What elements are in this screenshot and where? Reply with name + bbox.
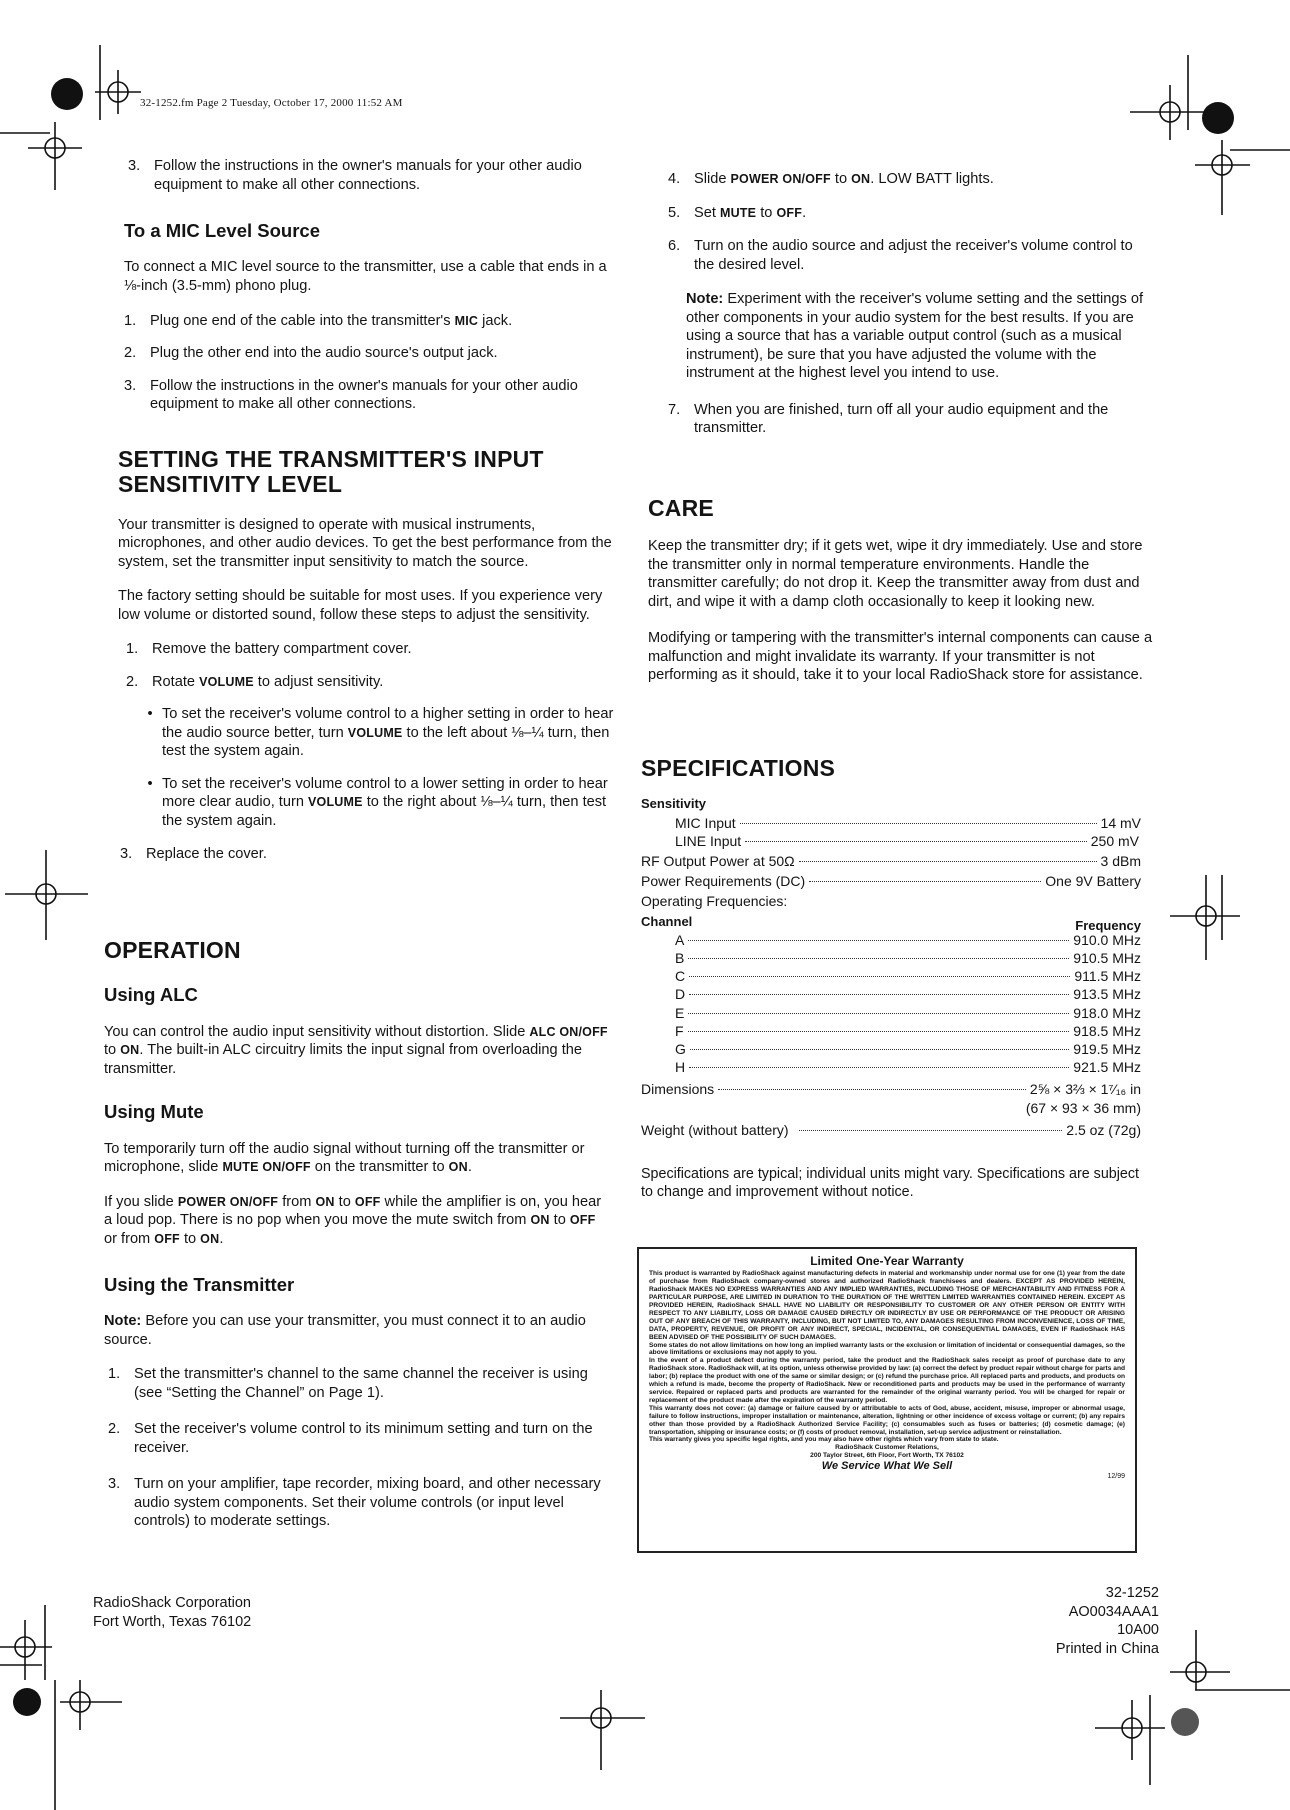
care-section (648, 496, 1154, 701)
spec-value: (67 × 93 × 36 mm) (1025, 1099, 1141, 1116)
subsection-heading: Using Mute (104, 1101, 204, 1123)
channel-frequency: 913.5 MHz (1073, 986, 1141, 1003)
right-column (668, 170, 1154, 452)
warranty-title: Limited One-Year Warranty (810, 1254, 964, 1268)
crosshair-icon (1095, 1700, 1165, 1760)
section-heading: OPERATION (104, 937, 241, 963)
warranty-text: In the event of a product defect during the warranty period, take the product and the RadioShack sales receipt as proof of purchase date to any RadioShack store. RadioShack will, at its option, unless otherwise provided by law: (a) correct the defect by product repair without charge for parts and labor; (b) replace the product with one of the same or similar design; or (c) refund the purchase price. All replaced parts and products, and products on which a refund is made, become the property of RadioShack. New or reconditioned parts and products may be used in the performance of warranty service. Repaired or replaced parts and products are warranted for the remainder of the original warranty period. You will be charged for repair or replacement of the product made after the expiration of the warranty period. (649, 1357, 1125, 1404)
warranty-address: 200 Taylor Street, 6th Floor, Fort Worth, TX 76102 (810, 1452, 964, 1460)
paragraph: Keep the transmitter dry; if it gets wet, wipe it dry immediately. Use and store the transmitter only in normal temperature environments. Handle the transmitter carefully; do not drop it. Keep the transmitter away from dust and dirt, and wipe it with a damp cloth occasionally to keep it looking new. (648, 538, 1143, 610)
left-column (128, 157, 621, 208)
section-heading: SETTING THE TRANSMITTER'S INPUT SENSITIVITY LEVEL (118, 446, 544, 498)
channel-label: H (675, 1059, 686, 1076)
channel-label: C (675, 968, 686, 985)
crosshair-icon (5, 850, 88, 940)
operation-section (104, 938, 610, 1545)
channel-frequency: 910.0 MHz (1073, 931, 1141, 948)
warranty-text: This warranty does not cover: (a) damage or failure caused by or attributable to acts of God, abuse, accident, misuse, improper or abnormal usage, failure to follow instructions, improper installation or maintenance, alteration, lightning or other incidence of excess voltage or current; (b) any repairs other than those provided by a RadioShack Authorized Service Facility; (c) consumables such as fuses or batteries; (d) cosmetic damage; (e) transportation, shipping or insurance costs; or (f) costs of product removal, installation, set-up service adjustment or reinstallation. (649, 1404, 1125, 1436)
registration-dot-icon (1171, 1708, 1199, 1736)
crosshair-icon (1170, 875, 1240, 960)
channel-row (641, 1058, 1141, 1076)
spec-group-label: Sensitivity (641, 796, 707, 812)
paragraph: To connect a MIC level source to the transmitter, use a cable that ends in a ⅛-inch (3.5-mm) phono plug. (124, 259, 607, 295)
warranty-text: This warranty gives you specific legal rights, and you may also have other rights which vary from state to state. (649, 1436, 999, 1444)
warranty-text: Some states do not allow limitations on how long an implied warranty lasts or the exclusion or limitation of incidental or consequential damages, so the above limitations or exclusions may not apply to you. (649, 1341, 1125, 1357)
spec-row: MIC Input 14 mV (675, 814, 1141, 831)
spec-row: RF Output Power at 50Ω 3 dBm (641, 852, 1141, 869)
spec-row: Weight (without battery) 2.5 oz (72g) (641, 1121, 1141, 1138)
spec-row: LINE Input 250 mV (675, 832, 1139, 849)
warranty-slogan: We Service What We Sell (821, 1460, 953, 1473)
crosshair-icon (95, 70, 141, 114)
channel-table (641, 931, 1141, 1077)
list-item: 3. Replace the cover. (120, 845, 267, 862)
channel-row (641, 931, 1141, 949)
subsection-heading: Using ALC (104, 984, 198, 1006)
paragraph: The factory setting should be suitable for most uses. If you experience very low volume or distorted sound, follow these steps to adjust the sensitivity. (118, 588, 603, 623)
channel-frequency: 921.5 MHz (1073, 1059, 1141, 1076)
list-item: 2. Plug the other end into the audio source's output jack. (124, 345, 498, 362)
channel-row (641, 949, 1141, 967)
specifications-section (641, 756, 1141, 1217)
list-item: 3. Follow the instructions in the owner's manuals for your other audio equipment to make all other connections. (124, 377, 578, 413)
section-heading: SPECIFICATIONS (641, 755, 836, 781)
registration-dot-icon (51, 78, 83, 110)
revision-code: 10A00 (1117, 1622, 1159, 1639)
footer-company (93, 1594, 251, 1631)
registration-dot-icon (13, 1688, 41, 1716)
spec-group-label: Operating Frequencies: (641, 893, 788, 910)
section-heading: CARE (648, 495, 714, 521)
spec-row: Dimensions 2⅝ × 3⅔ × 1⁷⁄₁₆ in (641, 1081, 1141, 1098)
channel-row (641, 985, 1141, 1003)
list-item: 7. When you are finished, turn off all your audio equipment and the transmitter. (668, 401, 1109, 437)
sensitivity-section (118, 447, 624, 877)
list-item: • To set the receiver's volume control to a lower setting in order to hear more clear audio, turn VOLUME to the right about ⅛–¼ turn, then test the system again. (147, 775, 608, 829)
list-item: • To set the receiver's volume control to a higher setting in order to hear the audio source better, turn VOLUME to the left about ⅛–¼ turn, then test the system again. (147, 706, 614, 760)
list-item: 4. Slide POWER ON/OFF to ON. LOW BATT lights. (668, 171, 994, 187)
list-item: 1. Remove the battery compartment cover. (126, 641, 412, 658)
channel-frequency: 919.5 MHz (1073, 1040, 1141, 1057)
channel-row (641, 1022, 1141, 1040)
crosshair-icon (1170, 1630, 1230, 1690)
channel-frequency: 918.5 MHz (1073, 1022, 1141, 1039)
paragraph: You can control the audio input sensitivity without distortion. Slide ALC ON/OFF to ON. The built-in ALC circuitry limits the input signal from overloading the transmitter. (104, 1023, 608, 1077)
channel-label: F (675, 1022, 684, 1039)
mic-section (124, 219, 624, 428)
spec-row: Power Requirements (DC) One 9V Battery (641, 873, 1141, 890)
crosshair-icon (60, 1680, 122, 1730)
channel-row (641, 967, 1141, 985)
printed-in: Printed in China (1055, 1640, 1159, 1657)
warranty-code: 12/99 (1107, 1473, 1125, 1481)
note: Note: Experiment with the receiver's volume setting and the settings of other components in your audio system for the best results. If you are using a source that has a variable output control (such as a musical instrument), be sure that you have adjusted the volume with the instrument at the highest level you intend to use. (686, 291, 1144, 382)
channel-label: D (675, 986, 686, 1003)
crosshair-icon (1195, 140, 1250, 215)
paragraph: Specifications are typical; individual units might vary. Specifications are subject to change and improvement without notice. (641, 1165, 1139, 1201)
channel-label: G (675, 1040, 686, 1057)
paragraph: Modifying or tampering with the transmitter's internal components can cause a malfunction and might invalidate its warranty. If your transmitter is not performing as it should, take it to your local RadioShack store for assistance. (648, 630, 1153, 684)
crosshair-icon (560, 1690, 645, 1770)
channel-label: B (675, 949, 685, 966)
channel-label: A (675, 931, 685, 948)
list-item: 6. Turn on the audio source and adjust the receiver's volume control to the desired level. (668, 238, 1133, 273)
list-item: 2. Rotate VOLUME to adjust sensitivity. (126, 673, 384, 690)
model-number: 32-1252 (1105, 1585, 1159, 1601)
list-item: 3. Turn on your amplifier, tape recorder, mixing board, and other necessary audio system components. Set their volume controls (or input level controls) to moderate settings. (108, 1476, 601, 1530)
warranty-box (637, 1247, 1137, 1553)
subsection-heading: Using the Transmitter (104, 1273, 295, 1295)
list-item: 3. Follow the instructions in the owner's manuals for your other audio equipment to make all other connections. (128, 158, 582, 193)
list-item: 2. Set the receiver's volume control to its minimum setting and turn on the receiver. (108, 1421, 593, 1456)
section-heading: To a MIC Level Source (124, 220, 321, 241)
list-item: 5. Set MUTE to OFF. (668, 204, 807, 221)
channel-frequency: 910.5 MHz (1073, 949, 1141, 966)
company-city: Fort Worth, Texas 76102 (93, 1613, 252, 1630)
note: Note: Before you can use your transmitter, you must connect it to an audio source. (104, 1313, 586, 1348)
channel-row (641, 1004, 1141, 1022)
warranty-text: This product is warranted by RadioShack against manufacturing defects in material and workmanship under normal use for one (1) year from the date of purchase from RadioShack company-owned stores and authorized RadioShack franchisees and dealers. EXCEPT AS PROVIDED HEREIN, RadioShack MAKES NO EXPRESS WARRANTIES AND ANY IMPLIED WARRANTIES, INCLUDING THOSE OF MERCHANTABILITY AND FITNESS FOR A PARTICULAR PURPOSE, ARE LIMITED IN DURATION TO THE DURATION OF THE WRITTEN LIMITED WARRANTIES CONTAINED HEREIN. EXCEPT AS PROVIDED HEREIN, RadioShack SHALL HAVE NO LIABILITY OR RESPONSIBILITY TO CUSTOMER OR ANY OTHER PERSON OR ENTITY WITH RESPECT TO ANY LIABILITY, LOSS OR DAMAGE CAUSED DIRECTLY OR INDIRECTLY BY USE OR PERFORMANCE OF THE PRODUCT OR ARISING OUT OF ANY BREACH OF THIS WARRANTY, INCLUDING, BUT NOT LIMITED TO, ANY DAMAGES RESULTING FROM INCONVENIENCE, LOSS OF TIME, DATA, PROPERTY, REVENUE, OR PROFIT OR ANY INDIRECT, SPECIAL, INCIDENTAL, OR CONSEQUENTIAL DAMAGES, EVEN IF RadioShack HAS BEEN ADVISED OF THE POSSIBILITY OF SUCH DAMAGES. (649, 1270, 1125, 1341)
company-name: RadioShack Corporation (93, 1595, 251, 1611)
paragraph: Your transmitter is designed to operate with musical instruments, microphones, and other audio devices. To get the best performance from the system, set the transmitter input sensitivity to match the source. (118, 516, 612, 570)
channel-frequency: 911.5 MHz (1074, 968, 1141, 985)
channel-table-header: Channel Frequency (641, 913, 1141, 933)
part-number: AO0034AAA1 (1068, 1603, 1159, 1620)
warranty-address: RadioShack Customer Relations, (835, 1444, 939, 1452)
channel-label: E (675, 1004, 685, 1021)
crosshair-icon (1130, 85, 1210, 140)
file-header: 32-1252.fm Page 2 Tuesday, October 17, 2000 11:52 AM (140, 97, 403, 109)
paragraph: To temporarily turn off the audio signal without turning off the transmitter or microphone, slide MUTE ON/OFF on the transmitter to ON. (104, 1140, 585, 1176)
channel-frequency: 918.0 MHz (1073, 1004, 1141, 1021)
footer-codes (1000, 1584, 1159, 1658)
registration-dot-icon (1202, 102, 1234, 134)
list-item: 1. Set the transmitter's channel to the same channel the receiver is using (see “Setting the Channel” on Page 1). (108, 1366, 588, 1401)
channel-row (641, 1040, 1141, 1058)
paragraph: If you slide POWER ON/OFF from ON to OFF while the amplifier is on, you hear a loud pop. There is no pop when you move the mute switch from ON to OFF or from OFF to ON. (104, 1193, 602, 1247)
list-item: 1. Plug one end of the cable into the transmitter's MIC jack. (124, 312, 513, 329)
